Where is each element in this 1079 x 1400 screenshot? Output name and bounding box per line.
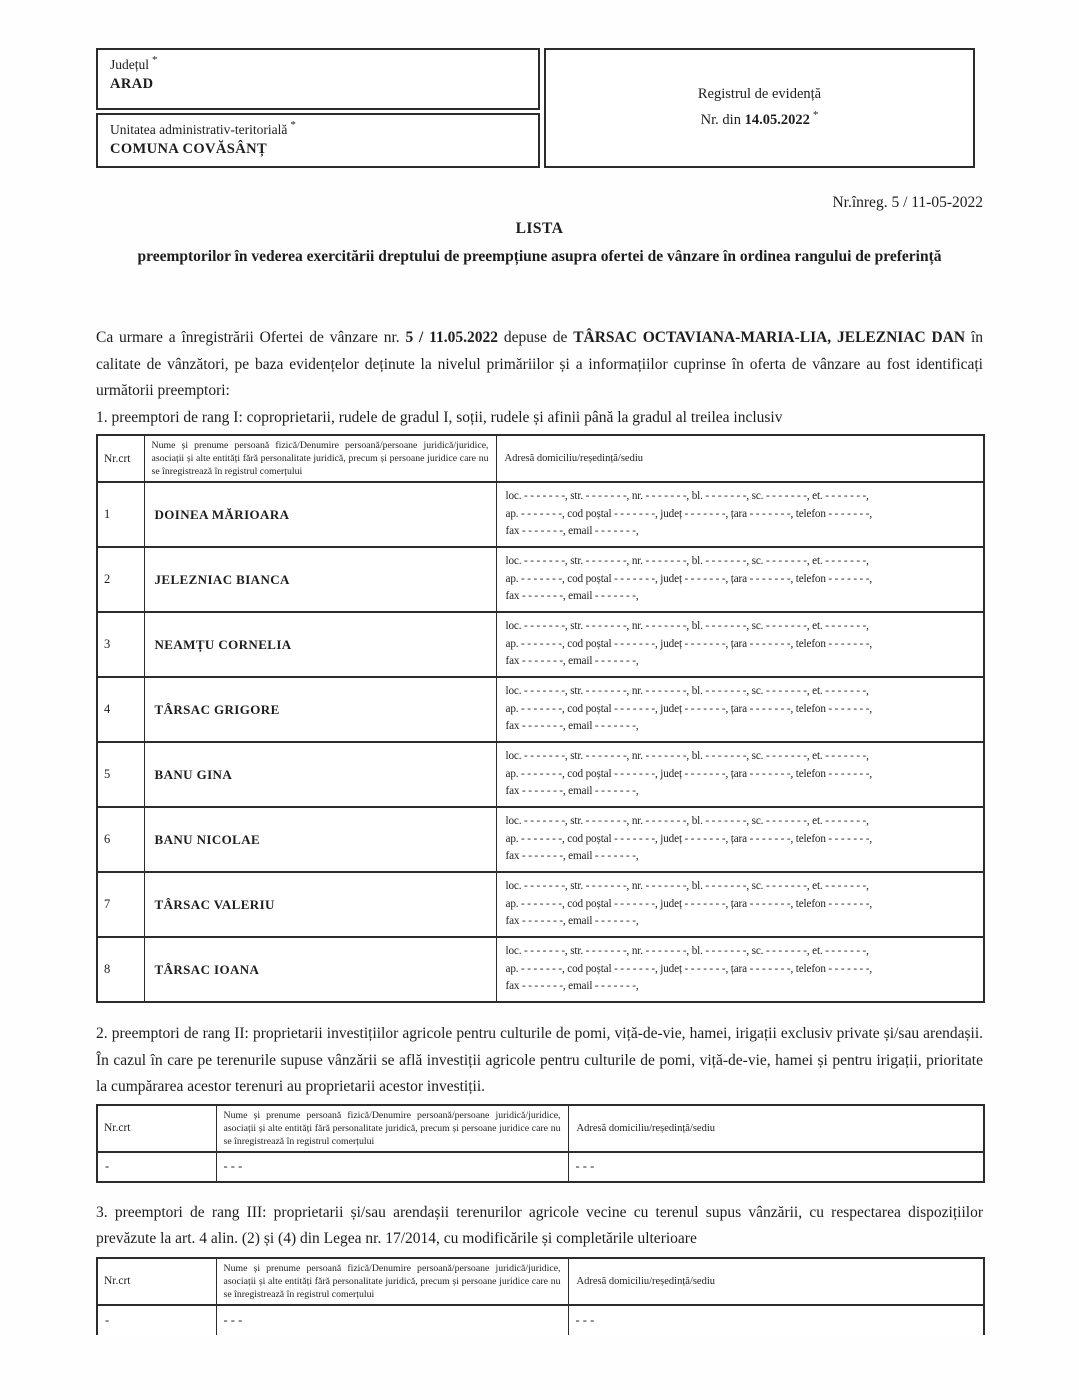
column-header-address: Adresă domiciliu/reședință/sediu: [568, 1105, 984, 1152]
column-header-name: Nume și prenume persoană fizică/Denumire persoană/persoane juridică/juridice, asociații și alte entități fără personalitate juridică, precum și persoane juridice care nu se înregistrează în registrul comerțului: [144, 435, 496, 482]
header-boxes: [96, 48, 983, 168]
registration-number-line: Nr.înreg. 5 / 11-05-2022: [832, 194, 983, 211]
row-number: 3: [97, 612, 144, 677]
address-line: ap. - - - - - - -, cod poștal - - - - - - -, județ - - - - - - -, țara - - - - - - -, telefon - - - - - - -,: [505, 507, 872, 520]
rank1-heading: 1. preemptori de rang I: coproprietarii, rudele de gradul I, soții, rudele și afinii până la gradul al treilea inclusiv: [96, 408, 783, 426]
column-header-address: Adresă domiciliu/reședință/sediu: [496, 435, 984, 482]
address-line: fax - - - - - - -, email - - - - - - -,: [505, 655, 639, 668]
preemptor-address: [496, 807, 984, 872]
address-line: fax - - - - - - -, email - - - - - - -,: [505, 590, 639, 603]
county-asterisk: *: [152, 54, 158, 66]
row-number: 4: [97, 677, 144, 742]
address-line: loc. - - - - - - -, str. - - - - - - -, nr. - - - - - - -, bl. - - - - - - -, sc. - - - - - - -, et. - - - - - - -,: [505, 555, 869, 568]
row-number: 2: [97, 547, 144, 612]
row-number: 7: [97, 872, 144, 937]
address-line: fax - - - - - - -, email - - - - - - -,: [505, 980, 639, 993]
column-header-name: Nume și prenume persoană fizică/Denumire persoană/persoane juridică/juridice, asociații și alte entități fără personalitate juridică, precum și persoane juridice care nu se înregistrează în registrul comerțului: [216, 1258, 568, 1305]
registry-title: Registrul de evidență: [697, 86, 822, 102]
address-line: ap. - - - - - - -, cod poștal - - - - - - -, județ - - - - - - -, țara - - - - - - -, telefon - - - - - - -,: [505, 637, 872, 650]
rank2-table-header-row: [97, 1105, 984, 1152]
offer-number: 5 / 11.05.2022: [405, 329, 499, 346]
preemptor-name: JELEZNIAC BIANCA: [144, 547, 496, 612]
county-box: [96, 48, 540, 110]
preemptor-address: - - -: [568, 1152, 984, 1182]
preemptor-name: TÂRSAC VALERIU: [144, 872, 496, 937]
preemptor-address: - - -: [568, 1305, 984, 1335]
uat-box: [96, 113, 540, 168]
rank1-table: [96, 434, 985, 1003]
preemptor-address: [496, 872, 984, 937]
intro-text-2: depuse de: [498, 329, 574, 346]
page-subtitle: preemptorilor în vederea exercitării dreptului de preempțiune asupra ofertei de vânzare în ordinea rangului de preferință: [137, 248, 942, 265]
uat-label: [110, 119, 526, 138]
address-line: loc. - - - - - - -, str. - - - - - - -, nr. - - - - - - -, bl. - - - - - - -, sc. - - - - - - -, et. - - - - - - -,: [505, 880, 869, 893]
preemptor-name: - - -: [216, 1152, 568, 1182]
row-number: 6: [97, 807, 144, 872]
column-header-nr: Nr.crt: [97, 435, 144, 482]
row-number: -: [97, 1305, 216, 1335]
column-header-address: Adresă domiciliu/reședință/sediu: [568, 1258, 984, 1305]
address-line: fax - - - - - - -, email - - - - - - -,: [505, 915, 639, 928]
preemptor-name: TÂRSAC IOANA: [144, 937, 496, 1002]
preemptor-address: [496, 612, 984, 677]
county-label-text: Județul: [110, 57, 149, 72]
registry-asterisk: *: [812, 109, 819, 121]
intro-text-3: în calitate de vânzători, pe baza evidențelor deținute la nivelul primăriilor și a informațiilor cuprinse în oferta de vânzare au fost identificați următorii preemptori:: [96, 329, 983, 399]
rank3-table-header-row: [97, 1258, 984, 1305]
table-row: [97, 742, 984, 807]
address-line: fax - - - - - - -, email - - - - - - -,: [505, 525, 639, 538]
column-header-name: Nume și prenume persoană fizică/Denumire persoană/persoane juridică/juridice, asociații și alte entități fără personalitate juridică, precum și persoane juridice care nu se înregistrează în registrul comerțului: [216, 1105, 568, 1152]
uat-value: COMUNA COVĂSÂNȚ: [110, 141, 268, 157]
intro-paragraph: [96, 325, 983, 405]
address-line: ap. - - - - - - -, cod poștal - - - - - - -, județ - - - - - - -, țara - - - - - - -, telefon - - - - - - -,: [505, 832, 872, 845]
registry-nr-date: 14.05.2022: [744, 112, 810, 128]
table-row: [97, 482, 984, 547]
address-line: loc. - - - - - - -, str. - - - - - - -, nr. - - - - - - -, bl. - - - - - - -, sc. - - - - - - -, et. - - - - - - -,: [505, 750, 869, 763]
address-line: fax - - - - - - -, email - - - - - - -,: [505, 785, 639, 798]
county-label: [110, 54, 526, 73]
sellers-names: TÂRSAC OCTAVIANA-MARIA-LIA, JELEZNIAC DAN: [573, 329, 966, 346]
address-line: loc. - - - - - - -, str. - - - - - - -, nr. - - - - - - -, bl. - - - - - - -, sc. - - - - - - -, et. - - - - - - -,: [505, 490, 869, 503]
uat-label-text: Unitatea administrativ-teritorială: [110, 122, 288, 137]
address-line: ap. - - - - - - -, cod poștal - - - - - - -, județ - - - - - - -, țara - - - - - - -, telefon - - - - - - -,: [505, 962, 872, 975]
uat-asterisk: *: [290, 119, 296, 131]
preemptor-name: DOINEA MĂRIOARA: [144, 482, 496, 547]
preemptor-name: TÂRSAC GRIGORE: [144, 677, 496, 742]
row-number: 1: [97, 482, 144, 547]
preemptor-name: NEAMȚU CORNELIA: [144, 612, 496, 677]
row-number: 5: [97, 742, 144, 807]
preemptor-address: [496, 547, 984, 612]
preemptor-name: BANU GINA: [144, 742, 496, 807]
rank3-heading: 3. preemptori de rang III: proprietarii și/sau arendașii terenurilor agricole vecine cu terenul supus vânzării, cu respectarea dispozițiilor prevăzute la art. 4 alin. (2) și (4) din Legea nr. 17/2014, cu modificările și completările ulterioare: [96, 1203, 983, 1247]
rank2-heading: 2. preemptori de rang II: proprietarii investițiilor agricole pentru culturile de pomi, viță-de-vie, hamei, irigații exclusiv private și/sau arendașii. În cazul în care pe terenurile supuse vânzării se află investiții agricole pentru culturile de pomi, viță-de-vie, hamei și pentru irigații, prioritate la cumpărarea acestor terenuri au proprietarii acestor investiții.: [96, 1025, 983, 1095]
address-line: ap. - - - - - - -, cod poștal - - - - - - -, județ - - - - - - -, țara - - - - - - -, telefon - - - - - - -,: [505, 572, 872, 585]
address-line: loc. - - - - - - -, str. - - - - - - -, nr. - - - - - - -, bl. - - - - - - -, sc. - - - - - - -, et. - - - - - - -,: [505, 685, 869, 698]
preemptor-address: [496, 742, 984, 807]
column-header-nr: Nr.crt: [97, 1258, 216, 1305]
table-row: [97, 872, 984, 937]
column-header-nr: Nr.crt: [97, 1105, 216, 1152]
row-number: -: [97, 1152, 216, 1182]
preemptor-name: - - -: [216, 1305, 568, 1335]
preemptor-address: [496, 482, 984, 547]
table-row: [97, 807, 984, 872]
rank1-table-header-row: [97, 435, 984, 482]
table-row: [97, 612, 984, 677]
preemptor-address: [496, 937, 984, 1002]
rank2-table: [96, 1104, 985, 1183]
table-row: [97, 547, 984, 612]
table-row: [97, 677, 984, 742]
address-line: loc. - - - - - - -, str. - - - - - - -, nr. - - - - - - -, bl. - - - - - - -, sc. - - - - - - -, et. - - - - - - -,: [505, 815, 869, 828]
page-title: LISTA: [515, 220, 564, 237]
address-line: loc. - - - - - - -, str. - - - - - - -, nr. - - - - - - -, bl. - - - - - - -, sc. - - - - - - -, et. - - - - - - -,: [505, 620, 869, 633]
registry-number-line: [546, 107, 973, 133]
table-row: [97, 937, 984, 1002]
address-line: ap. - - - - - - -, cod poștal - - - - - - -, județ - - - - - - -, țara - - - - - - -, telefon - - - - - - -,: [505, 702, 872, 715]
county-value: ARAD: [110, 76, 154, 92]
address-line: ap. - - - - - - -, cod poștal - - - - - - -, județ - - - - - - -, țara - - - - - - -, telefon - - - - - - -,: [505, 767, 872, 780]
intro-text-1: Ca urmare a înregistrării Ofertei de vânzare nr.: [96, 329, 406, 346]
registry-nr-prefix: Nr. din: [700, 112, 745, 128]
preemptor-address: [496, 677, 984, 742]
header-left-column: [96, 48, 540, 168]
rank3-table: [96, 1257, 985, 1335]
row-number: 8: [97, 937, 144, 1002]
preemptor-name: BANU NICOLAE: [144, 807, 496, 872]
table-row: [97, 1152, 984, 1182]
registry-box: [544, 48, 975, 168]
table-row: [97, 1305, 984, 1335]
address-line: fax - - - - - - -, email - - - - - - -,: [505, 850, 639, 863]
address-line: loc. - - - - - - -, str. - - - - - - -, nr. - - - - - - -, bl. - - - - - - -, sc. - - - - - - -, et. - - - - - - -,: [505, 945, 869, 958]
address-line: fax - - - - - - -, email - - - - - - -,: [505, 720, 639, 733]
address-line: ap. - - - - - - -, cod poștal - - - - - - -, județ - - - - - - -, țara - - - - - - -, telefon - - - - - - -,: [505, 897, 872, 910]
